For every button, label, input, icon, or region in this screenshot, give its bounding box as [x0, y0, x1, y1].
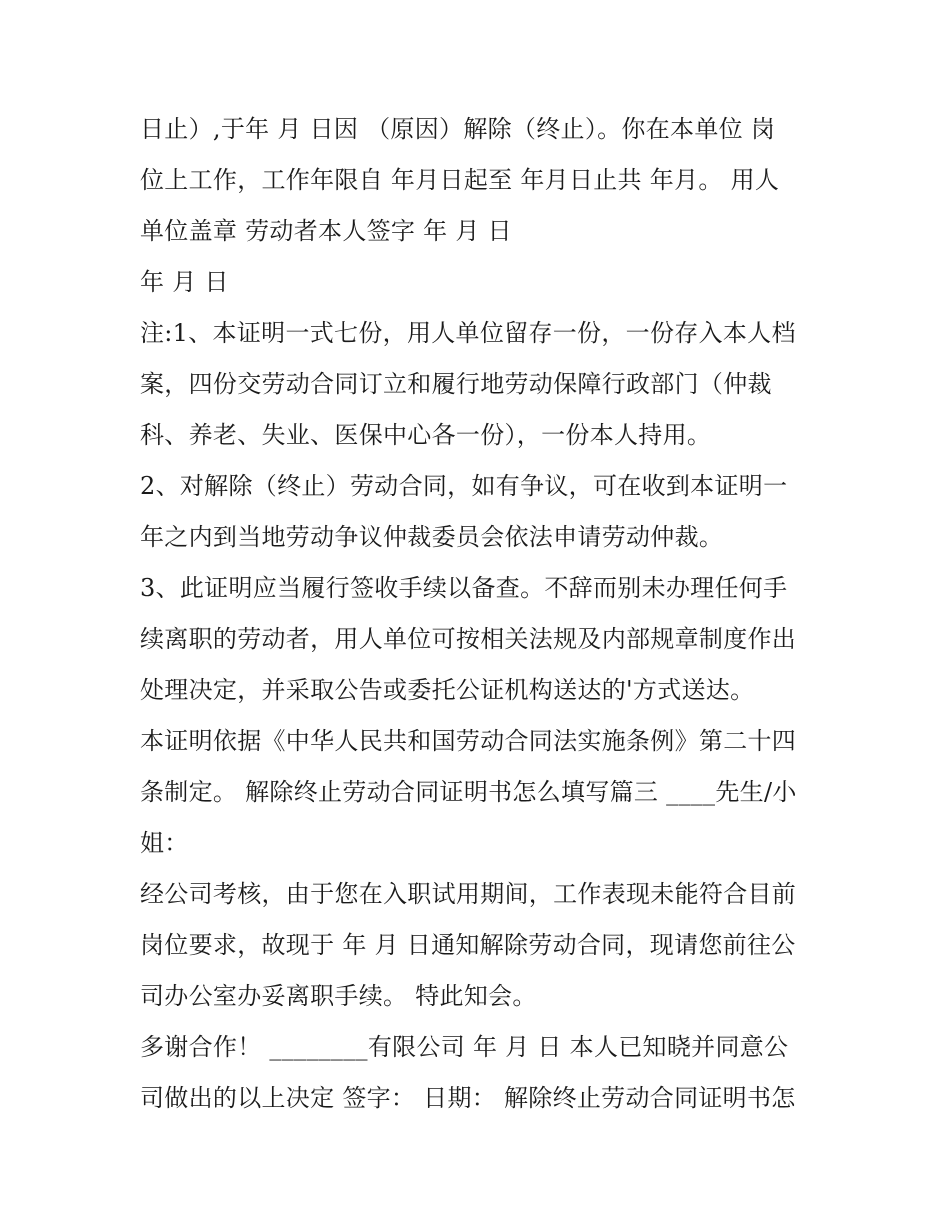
- text-line: 司做出的以上决定 签字： 日期： 解除终止劳动合同证明书怎: [140, 1084, 796, 1112]
- text-line: 经公司考核，由于您在入职试用期间，工作表现未能符合目前: [140, 880, 797, 908]
- text-line: 单位盖章 劳动者本人签字 年 月 日: [140, 217, 512, 245]
- text-line: 科、养老、失业、医保中心各一份），一份本人持用。: [140, 421, 712, 449]
- text-line: 位上工作，工作年限自 年月日起至 年月日止共 年月。 用人: [140, 166, 780, 194]
- text-line: 日止）,于年 月 日因 （原因）解除（终止）。你在本单位 岗: [140, 115, 776, 143]
- text-line: 条制定。 解除终止劳动合同证明书怎么填写篇三 ____先生/小: [140, 778, 797, 806]
- text-line: 案，四份交劳动合同订立和履行地劳动保障行政部门（仲裁: [140, 370, 772, 398]
- text-line: 3、此证明应当履行签收手续以备查。不辞而别未办理任何手: [140, 574, 788, 602]
- text-line: 司办公室办妥离职手续。 特此知会。: [140, 982, 537, 1010]
- text-line: 年 月 日: [140, 268, 229, 296]
- text-line: 姐：: [140, 829, 189, 857]
- text-line: 本证明依据《中华人民共和国劳动合同法实施条例》第二十四: [140, 727, 797, 755]
- text-line: 续离职的劳动者，用人单位可按相关法规及内部规章制度作出: [140, 625, 797, 653]
- text-line: 岗位要求，故现于 年 月 日通知解除劳动合同，现请您前往公: [140, 931, 796, 959]
- text-line: 多谢合作！ ________有限公司 年 月 日 本人已知晓并同意公: [140, 1033, 789, 1061]
- text-line: 年之内到当地劳动争议仲裁委员会依法申请劳动仲裁。: [140, 523, 724, 551]
- text-line: 注:1、本证明一式七份，用人单位留存一份，一份存入本人档: [140, 319, 796, 347]
- text-line: 处理决定，并采取公告或委托公证机构送达的'方式送达。: [140, 676, 755, 704]
- text-line: 2、对解除（终止）劳动合同，如有争议，可在收到本证明一: [140, 472, 788, 500]
